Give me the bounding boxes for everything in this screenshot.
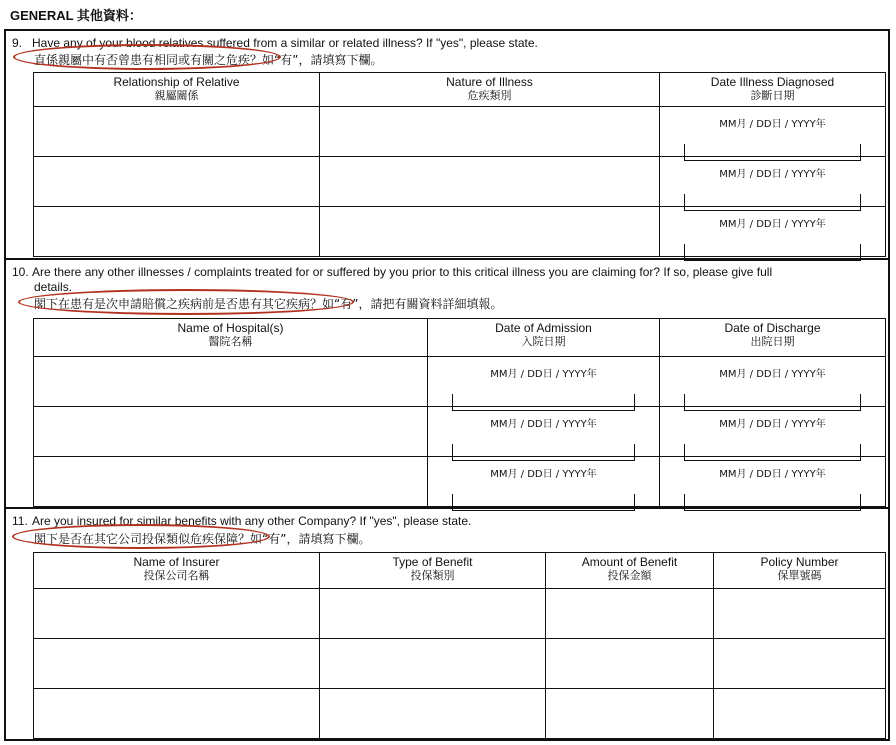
q10-number: 10. — [12, 265, 29, 279]
q9-highlight-oval — [13, 44, 281, 70]
q11-cell-policy[interactable] — [714, 639, 886, 689]
q11-cell-insurer[interactable] — [34, 689, 320, 739]
q9-cell-nature[interactable] — [320, 157, 660, 207]
q9-cell-date[interactable] — [660, 207, 886, 257]
q10-text: Are there any other illnesses / complaints treated for or suffered by you prior to this critical illness you are claiming for? If so, please give full — [32, 265, 773, 279]
section-divider — [6, 258, 890, 260]
q10-highlight-oval — [18, 289, 354, 315]
section-title: GENERAL 其他資料： — [10, 8, 142, 23]
q11-col-type: Type of Benefit 投保類別 — [320, 553, 546, 589]
q11-cell-type[interactable] — [320, 689, 546, 739]
q11-col-policy: Policy Number 保單號碼 — [714, 553, 886, 589]
q10-zh-circled: 閣下在患有是次申請賠償之疾病前是否患有其它疾病 — [34, 297, 311, 311]
q10-col-admission: Date of Admission 入院日期 — [428, 319, 660, 357]
date-format-label: MM月 / DD日 / YYYY年 — [490, 368, 597, 380]
q9-col-nature: Nature of Illness 危疾類別 — [320, 73, 660, 107]
date-bracket — [452, 444, 635, 461]
q9-cell-date[interactable] — [660, 157, 886, 207]
q11-cell-insurer[interactable] — [34, 589, 320, 639]
q10-zh-rest: ？如“有”，請把有關資料詳細填報。 — [310, 297, 503, 311]
q9-cell-nature[interactable] — [320, 207, 660, 257]
date-format-label: MM月 / DD日 / YYYY年 — [719, 218, 826, 230]
q9-zh-circled: 直係親屬中有否曾患有相同或有關之危疾 — [34, 53, 251, 67]
date-format-label: MM月 / DD日 / YYYY年 — [490, 468, 597, 480]
date-bracket — [452, 394, 635, 411]
q11-table — [33, 552, 886, 739]
date-bracket — [684, 394, 861, 411]
q11-col-insurer: Name of Insurer 投保公司名稱 — [34, 553, 320, 589]
q9-cell-relationship[interactable] — [34, 157, 320, 207]
date-format-label: MM月 / DD日 / YYYY年 — [719, 168, 826, 180]
q11-cell-amount[interactable] — [546, 689, 714, 739]
q11-cell-type[interactable] — [320, 589, 546, 639]
date-format-label: MM月 / DD日 / YYYY年 — [719, 468, 826, 480]
q9-cell-nature[interactable] — [320, 107, 660, 157]
q11-cell-type[interactable] — [320, 639, 546, 689]
q9-cell-date[interactable] — [660, 107, 886, 157]
q10-col-hospital: Name of Hospital(s) 醫院名稱 — [34, 319, 428, 357]
date-format-label: MM月 / DD日 / YYYY年 — [719, 118, 826, 130]
date-bracket — [684, 444, 861, 461]
q9-cell-relationship[interactable] — [34, 107, 320, 157]
q11-text: Are you insured for similar benefits with any other Company? If "yes", please state. — [32, 514, 472, 528]
date-format-label: MM月 / DD日 / YYYY年 — [490, 418, 597, 430]
q11-cell-policy[interactable] — [714, 689, 886, 739]
q9-text: Have any of your blood relatives suffered from a similar or related illness? If "yes", please state. — [32, 36, 538, 50]
q11-col-amount: Amount of Benefit 投保金額 — [546, 553, 714, 589]
q10-cell-hospital[interactable] — [34, 457, 428, 507]
q10-cell-admission[interactable] — [428, 357, 660, 407]
q10-cell-discharge[interactable] — [660, 357, 886, 407]
q10-cell-admission[interactable] — [428, 407, 660, 457]
q9-zh-rest: ？如“有”，請填寫下欄。 — [250, 53, 383, 67]
q10-cell-hospital[interactable] — [34, 407, 428, 457]
q11-number: 11. — [12, 514, 28, 528]
q10-cell-discharge[interactable] — [660, 457, 886, 507]
date-bracket — [684, 194, 861, 211]
q10-cell-admission[interactable] — [428, 457, 660, 507]
q11-cell-amount[interactable] — [546, 639, 714, 689]
date-format-label: MM月 / DD日 / YYYY年 — [719, 368, 826, 380]
q10-question-en-cont: details. — [34, 280, 73, 294]
q10-question-en — [12, 265, 772, 279]
q10-cell-discharge[interactable] — [660, 407, 886, 457]
q9-cell-relationship[interactable] — [34, 207, 320, 257]
q9-col-relationship: Relationship of Relative 親屬關係 — [34, 73, 320, 107]
date-format-label: MM月 / DD日 / YYYY年 — [719, 418, 826, 430]
q9-col-date: Date Illness Diagnosed 診斷日期 — [660, 73, 886, 107]
q10-col-discharge: Date of Discharge 出院日期 — [660, 319, 886, 357]
q10-cell-hospital[interactable] — [34, 357, 428, 407]
q9-table — [33, 72, 886, 257]
q11-cell-policy[interactable] — [714, 589, 886, 639]
section-divider — [6, 507, 890, 509]
q10-table — [33, 318, 886, 507]
date-bracket — [684, 144, 861, 161]
q11-cell-insurer[interactable] — [34, 639, 320, 689]
q11-highlight-oval — [12, 524, 270, 549]
q11-zh-rest: ？如“有”，請填寫下欄。 — [238, 532, 371, 546]
q11-zh-circled: 閣下是否在其它公司投保類似危疾保障 — [34, 532, 239, 546]
q11-cell-amount[interactable] — [546, 589, 714, 639]
q9-number: 9. — [12, 36, 23, 50]
